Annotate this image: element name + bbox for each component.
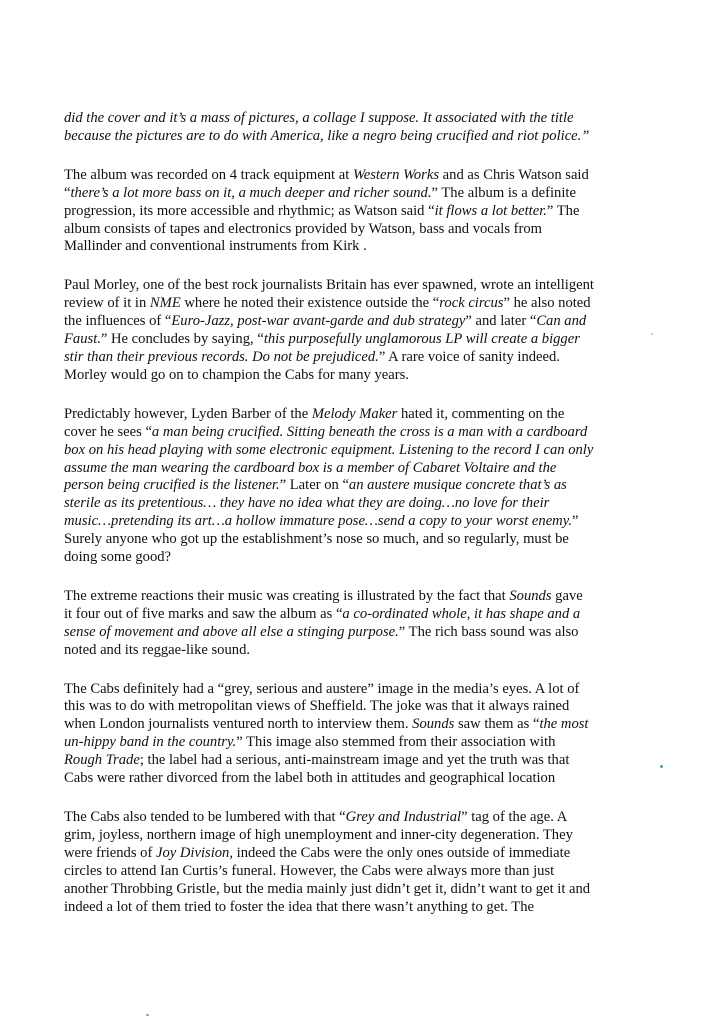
italic-text: Sounds	[412, 716, 455, 733]
text-run: Predictably however, Lyden Barber of the	[64, 405, 312, 422]
body-paragraph	[64, 277, 594, 384]
text-run: The Cabs also tended to be lumbered with that “	[64, 809, 346, 825]
italic-text: rock circus	[439, 295, 504, 312]
text-run: saw them as “	[454, 716, 540, 733]
italic-text: Grey and Industrial	[345, 809, 462, 825]
body-paragraph	[64, 809, 594, 916]
italic-text: there’s a lot more bass on it, a much deeper and richer sound.	[70, 184, 432, 201]
text-run: gave it four out of five marks and saw the album as “	[64, 587, 583, 622]
italic-text: Joy Division	[155, 844, 230, 861]
text-run: and as Chris Watson said “	[64, 166, 589, 201]
text-run: ” The rich bass sound was also noted and its reggae-like sound.	[64, 623, 579, 658]
body-paragraph	[64, 406, 594, 567]
text-run: ” Later on “	[279, 477, 349, 494]
body-paragraph	[64, 167, 594, 257]
italic-text: an austere musique concrete that’s as sterile as its pretentious… they have no idea what they are doing…no love for their music…pretending its art…a hollow immature pose…send a copy to your worst enemy.	[64, 477, 573, 530]
scan-speck	[651, 333, 653, 335]
body-paragraph	[64, 681, 594, 788]
text-run: ” and later “	[465, 313, 537, 330]
italic-text: Can and Faust.	[64, 313, 587, 348]
text-run: ” The album is a definite progression, its more accessible and rhythmic; as Watson said “	[64, 184, 576, 219]
italic-text: the most un-hippy band in the country.	[64, 716, 589, 751]
italic-text: did the cover and it’s a mass of pictures, a collage I suppose. It associated with the title because the pictures are to do with America, like a negro being crucified and riot police.”	[64, 110, 590, 144]
text-run: ” Surely anyone who got up the establishment’s nose so much, and so regularly, must be doing some good?	[64, 513, 579, 566]
text-run: hated it, commenting on the cover he sees “	[64, 405, 565, 440]
italic-text: it flows a lot better.	[434, 202, 547, 219]
italic-text: Sounds	[509, 587, 552, 604]
text-run: where he noted their existence outside the “	[180, 295, 440, 312]
italic-text: Melody Maker	[311, 405, 398, 422]
text-run: The album was recorded on 4 track equipment at	[64, 166, 353, 183]
text-run: ” tag of the age. A grim, joyless, northern image of high unemployment and inner-city degeneration. They were friends of	[64, 809, 573, 861]
text-run: ” he also noted the influences of “	[64, 295, 591, 330]
italic-text: this purposefully unglamorous LP will create a bigger stir than their previous records. Do not be prejudiced.	[64, 331, 580, 365]
italic-text: Western Works	[352, 166, 440, 183]
italic-text: NME	[149, 295, 181, 312]
italic-text: Euro-Jazz, post-war avant-garde and dub strategy	[171, 313, 466, 330]
italic-text: a man being crucified. Sitting beneath the cross is a man with a cardboard box on his head playing with some electronic equipment. Listening to the record I can only assume the man wearing the cardboard box is a member of Cabaret Voltaire and the person being crucified is the listener.	[64, 423, 594, 494]
text-run: ” This image also stemmed from their association with	[236, 734, 556, 751]
document-page	[64, 110, 594, 937]
text-run: ” A rare voice of sanity indeed. Morley would go on to champion the Cabs for many years.	[64, 348, 560, 383]
italic-text: a co-ordinated whole, it has shape and a sense of movement and above all else a stinging purpose.	[64, 605, 581, 640]
italic-text: Rough Trade	[64, 752, 140, 769]
text-run: ” The album consists of tapes and electronics provided by Watson, bass and vocals from Mallinder and conventional instruments from Kirk .	[64, 202, 580, 255]
text-run: The Cabs definitely had a “grey, serious and austere” image in the media’s eyes. A lot of this was to do with metropolitan views of Sheffield. The joke was that it always rained when London journalists ventured north to interview them.	[64, 680, 580, 733]
text-run: , indeed the Cabs were the only ones outside of immediate circles to attend Ian Curtis’s funeral. However, the Cabs were always more than just another Throbbing Gristle, but the media mainly just didn’t get it, didn’t want to get it and indeed a lot of them tried to foster the idea that there wasn’t anything to get. The	[64, 844, 591, 915]
text-run: The extreme reactions their music was creating is illustrated by the fact that	[64, 587, 510, 604]
body-paragraph	[64, 588, 594, 660]
scan-speck	[146, 1014, 149, 1016]
text-run: Paul Morley, one of the best rock journalists Britain has ever spawned, wrote an intelligent review of it in	[64, 277, 594, 312]
scan-speck	[660, 765, 663, 768]
text-run: ; the label had a serious, anti-mainstream image and yet the truth was that Cabs were rather divorced from the label both in attitudes and geographical location	[64, 752, 570, 787]
body-paragraph	[64, 110, 594, 146]
text-run: ” He concludes by saying, “	[100, 331, 264, 348]
